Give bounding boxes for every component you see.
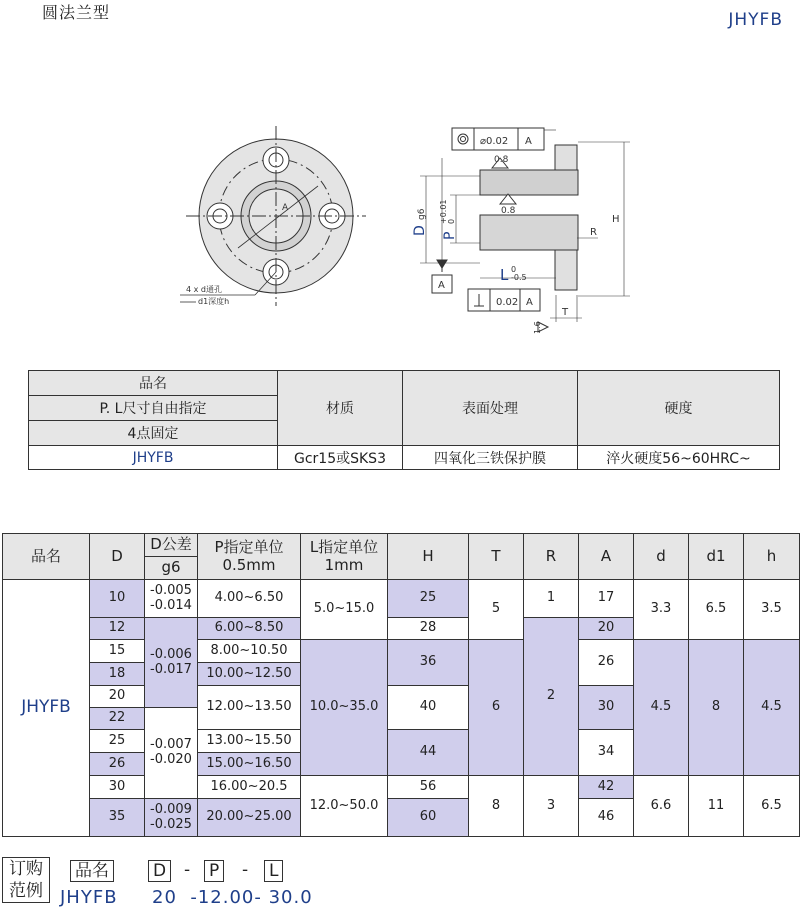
- table-row-D: 10: [90, 580, 145, 618]
- order-D-box: D: [148, 860, 171, 882]
- table-row-D: 30: [90, 776, 145, 799]
- hh-cell: 6.5: [744, 776, 800, 837]
- p-tol-lo: 0: [447, 218, 456, 224]
- spec-header-name: 品名: [29, 371, 278, 396]
- p-cell: 13.00~15.50: [198, 730, 301, 753]
- spec-name: JHYFB: [29, 446, 278, 470]
- dim-name: JHYFB: [3, 580, 90, 837]
- order-example-name: JHYFB: [60, 887, 118, 908]
- depth-label: d1深度h: [198, 297, 230, 306]
- l-tol-lo: -0.5: [511, 273, 527, 282]
- order-dash-2: -: [242, 860, 249, 880]
- perpendicularity-value: 0.02: [496, 297, 519, 308]
- t-label: T: [562, 307, 569, 318]
- spec-header-free: P. L尺寸自由指定: [29, 396, 278, 421]
- order-L-box: L: [264, 860, 283, 882]
- h-cell: 36: [388, 640, 469, 686]
- t-cell: 8: [469, 776, 524, 837]
- spec-header-hardness: 硬度: [578, 371, 780, 446]
- a-cell: 26: [579, 640, 634, 686]
- l-label: L: [500, 266, 509, 284]
- tol-cell: -0.006 -0.017: [145, 618, 198, 708]
- spec-surface: 四氧化三铁保护膜: [403, 446, 578, 470]
- dim-header-A: A: [579, 534, 634, 580]
- tol-cell: -0.009 -0.025: [145, 799, 198, 837]
- a-cell: 17: [579, 580, 634, 618]
- table-row-D: 20: [90, 686, 145, 708]
- h-cell: 40: [388, 686, 469, 730]
- r-cell: 1: [524, 580, 579, 618]
- product-code: JHYFB: [728, 10, 783, 30]
- holes-label: 4 x d通孔: [186, 285, 222, 294]
- dim-header-R: R: [524, 534, 579, 580]
- p-cell: 15.00~16.50: [198, 753, 301, 776]
- spec-table: [28, 370, 780, 470]
- d1-cell: 11: [689, 776, 744, 837]
- technical-drawing: [0, 100, 801, 360]
- page-title: 圆法兰型: [42, 3, 111, 22]
- dim-header-d: d: [634, 534, 689, 580]
- order-P-box: P: [204, 860, 224, 882]
- a-cell: 46: [579, 799, 634, 837]
- table-row-D: 15: [90, 640, 145, 663]
- roughness-2: 0.8: [501, 206, 516, 216]
- dim-header-g6: g6: [145, 557, 198, 580]
- t-cell: 5: [469, 580, 524, 640]
- h-cell: 60: [388, 799, 469, 837]
- p-cell: 10.00~12.50: [198, 663, 301, 686]
- p-cell: 12.00~13.50: [198, 686, 301, 730]
- p-cell: 8.00~10.50: [198, 640, 301, 663]
- order-example-values: 20 -12.00- 30.0: [152, 887, 313, 908]
- roughness-1: 0.8: [494, 155, 509, 165]
- dim-header-L: L指定单位 1mm: [301, 534, 388, 580]
- order-label: 订购 范例: [2, 857, 50, 903]
- h-cell: 44: [388, 730, 469, 776]
- p-cell: 16.00~20.5: [198, 776, 301, 799]
- d-label: D: [412, 225, 428, 236]
- perpendicularity-datum: A: [526, 297, 533, 308]
- dim-header-H: H: [388, 534, 469, 580]
- p-cell: 6.00~8.50: [198, 618, 301, 640]
- d-cell: 6.6: [634, 776, 689, 837]
- r-cell: 3: [524, 776, 579, 837]
- table-row-D: 26: [90, 753, 145, 776]
- roughness-3: 1.6: [533, 321, 542, 334]
- dimension-table: [2, 533, 800, 837]
- side-view: [420, 128, 630, 332]
- l-tol-up: 0: [511, 265, 517, 274]
- datum-box-label: A: [438, 280, 445, 291]
- l-cell: 12.0~50.0: [301, 776, 388, 837]
- table-row-D: 25: [90, 730, 145, 753]
- spec-header-fixed: 4点固定: [29, 421, 278, 446]
- concentric-datum: A: [525, 136, 532, 147]
- d-cell: 4.5: [634, 640, 689, 776]
- dim-header-name: 品名: [3, 534, 90, 580]
- l-cell: 10.0~35.0: [301, 640, 388, 776]
- order-example: [2, 855, 422, 908]
- l-cell: 5.0~15.0: [301, 580, 388, 640]
- order-dash-1: -: [184, 860, 191, 880]
- t-cell: 6: [469, 640, 524, 776]
- d-cell: 3.3: [634, 580, 689, 640]
- front-view: [180, 126, 366, 306]
- p-cell: 20.00~25.00: [198, 799, 301, 837]
- hh-cell: 4.5: [744, 640, 800, 776]
- order-name-header: 品名: [70, 860, 114, 882]
- dim-header-h: h: [744, 534, 800, 580]
- table-row-D: 35: [90, 799, 145, 837]
- a-cell: 20: [579, 618, 634, 640]
- p-tol-up: +0.01: [439, 199, 448, 224]
- a-cell: 34: [579, 730, 634, 776]
- d-tol: g6: [417, 208, 427, 220]
- dim-header-T: T: [469, 534, 524, 580]
- r-label: R: [590, 227, 597, 238]
- spec-material: Gcr15或SKS3: [278, 446, 403, 470]
- p-label: P: [442, 231, 458, 240]
- concentric-value: ⌀0.02: [480, 136, 509, 147]
- hh-cell: 3.5: [744, 580, 800, 640]
- dim-header-d1: d1: [689, 534, 744, 580]
- a-cell: 42: [579, 776, 634, 799]
- d1-cell: 6.5: [689, 580, 744, 640]
- dim-header-dtol: D公差: [145, 534, 198, 557]
- table-row-D: 22: [90, 708, 145, 730]
- front-a-label: A: [282, 203, 289, 213]
- spec-header-surface: 表面处理: [403, 371, 578, 446]
- h-cell: 25: [388, 580, 469, 618]
- tol-cell: -0.005 -0.014: [145, 580, 198, 618]
- tol-cell: -0.007 -0.020: [145, 708, 198, 799]
- dim-header-D: D: [90, 534, 145, 580]
- table-row-D: 12: [90, 618, 145, 640]
- d1-cell: 8: [689, 640, 744, 776]
- h-cell: 56: [388, 776, 469, 799]
- p-cell: 4.00~6.50: [198, 580, 301, 618]
- a-cell: 30: [579, 686, 634, 730]
- table-row-D: 18: [90, 663, 145, 686]
- spec-hardness: 淬火硬度56~60HRC~: [578, 446, 780, 470]
- dim-header-P: P指定单位 0.5mm: [198, 534, 301, 580]
- r-cell: 2: [524, 618, 579, 776]
- spec-header-material: 材质: [278, 371, 403, 446]
- h-cell: 28: [388, 618, 469, 640]
- h-label: H: [612, 214, 620, 225]
